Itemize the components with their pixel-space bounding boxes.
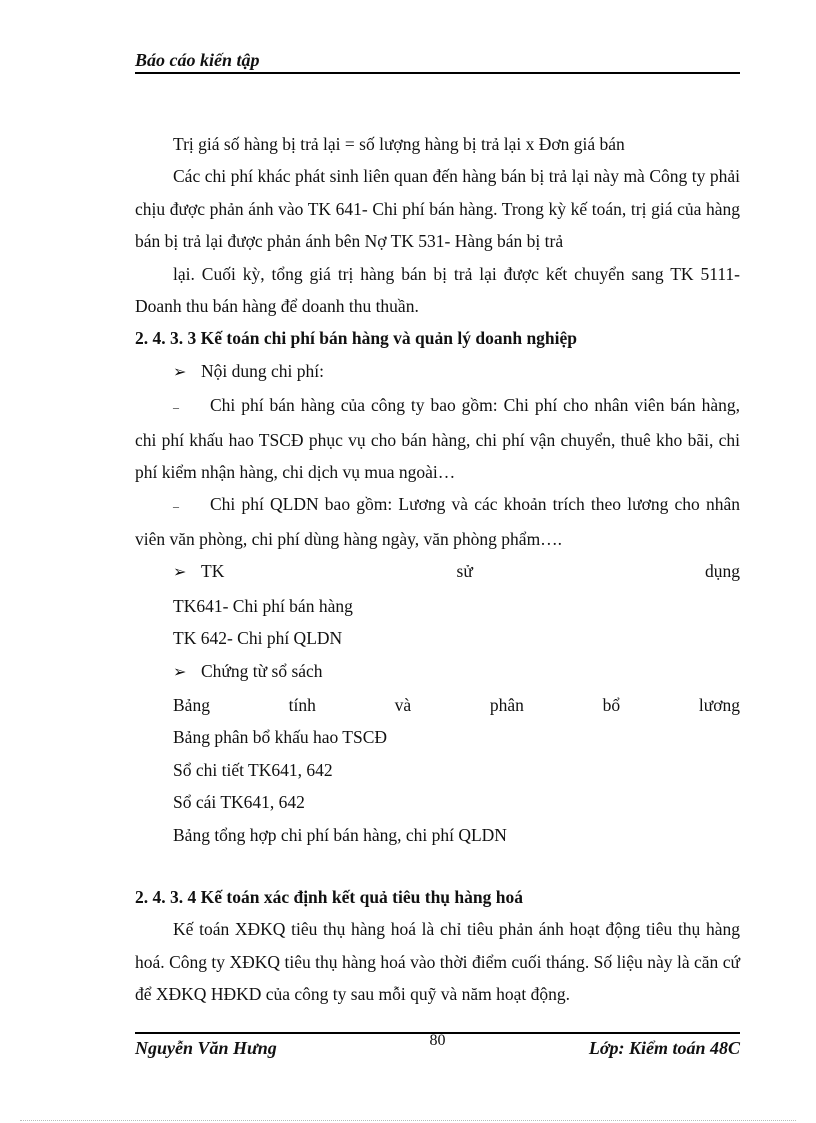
dash-item-text: Chi phí bán hàng của công ty bao gồm: Chi phí cho nhân viên bán hàng, chi phí khấu hao TSCĐ phục vụ cho bán hàng, chi phí vận chuyển, thuê kho bãi, chi phí kiểm nhận hàng, chi dịch vụ mua ngoài… xyxy=(135,395,740,483)
spacer xyxy=(135,851,740,881)
page-footer xyxy=(135,1032,740,1062)
list-item-salary-table xyxy=(135,689,740,721)
paragraph-return-value: Trị giá số hàng bị trả lại = số lượng hàng bị trả lại x Đơn giá bán xyxy=(173,134,625,154)
dash-item-admin-cost xyxy=(135,488,740,555)
bullet-label: Chứng từ sổ sách xyxy=(201,660,323,681)
list-item: TK641- Chi phí bán hàng xyxy=(173,595,353,616)
footer-class: Lớp: Kiểm toán 48C xyxy=(588,1038,740,1058)
list-item: Sổ chi tiết TK641, 642 xyxy=(173,759,333,780)
arrow-bullet-icon: ➢ xyxy=(173,363,187,381)
paragraph-result-determination: Kế toán XĐKQ tiêu thụ hàng hoá là chỉ tiêu phản ánh hoạt động tiêu thụ hàng hoá. Công ty XĐKQ tiêu thụ hàng hoá vào thời điểm cuối tháng. Số liệu này là căn cứ để XĐKQ HĐKD của công ty sau mỗi quỹ và năm hoạt động. xyxy=(135,919,740,1005)
list-item: TK 642- Chi phí QLDN xyxy=(173,628,343,649)
word: tính xyxy=(288,694,316,715)
dash-bullet-icon: – xyxy=(173,400,179,415)
word: dụng xyxy=(705,561,740,582)
footer-author: Nguyễn Văn Hưng xyxy=(135,1038,277,1058)
paragraph-period-end: lại. Cuối kỳ, tổng giá trị hàng bán bị trả lại được kết chuyển sang TK 5111- Doanh thu bán hàng để doanh thu thuần. xyxy=(135,263,740,317)
list-item: Bảng tổng hợp chi phí bán hàng, chi phí QLDN xyxy=(173,824,507,845)
bullet-word xyxy=(173,555,224,589)
list-item: Bảng phân bổ khấu hao TSCĐ xyxy=(173,727,388,748)
bullet-documents xyxy=(135,655,740,689)
dash-item-text: Chi phí QLDN bao gồm: Lương và các khoản trích theo lương cho nhân viên văn phòng, chi phí dùng hàng ngày, văn phòng phẩm…. xyxy=(135,494,740,549)
word: sử xyxy=(456,561,473,582)
section-heading-2434: 2. 4. 3. 4 Kế toán xác định kết quả tiêu thụ hàng hoá xyxy=(135,886,523,907)
list-item: Sổ cái TK641, 642 xyxy=(173,792,305,813)
page-number: 80 xyxy=(429,1032,446,1049)
word: Bảng xyxy=(173,694,210,715)
word: TK xyxy=(201,561,225,582)
bullet-accounts-used xyxy=(135,555,740,589)
page-header xyxy=(135,48,740,74)
bullet-cost-content xyxy=(135,355,740,389)
word: và xyxy=(394,694,412,715)
word: lương xyxy=(698,694,740,715)
section-heading-2433: 2. 4. 3. 3 Kế toán chi phí bán hàng và quản lý doanh nghiệp xyxy=(135,328,578,349)
header-title: Báo cáo kiến tập xyxy=(135,50,260,70)
document-body xyxy=(135,128,740,1011)
dash-item-selling-cost xyxy=(135,389,740,488)
page-edge-divider xyxy=(20,1120,796,1121)
word: phân xyxy=(489,694,524,715)
arrow-bullet-icon: ➢ xyxy=(173,564,187,582)
bullet-label: Nội dung chi phí: xyxy=(201,360,324,381)
dash-bullet-icon: – xyxy=(173,499,179,514)
arrow-bullet-icon: ➢ xyxy=(173,663,187,681)
paragraph-other-costs: Các chi phí khác phát sinh liên quan đến hàng bán bị trả lại này mà Công ty phải chịu được phản ánh vào TK 641- Chi phí bán hàng. Trong kỳ kế toán, trị giá của hàng bán bị trả lại được phản ánh bên Nợ TK 531- Hàng bán bị trả xyxy=(135,166,740,252)
word: bổ xyxy=(602,694,621,715)
